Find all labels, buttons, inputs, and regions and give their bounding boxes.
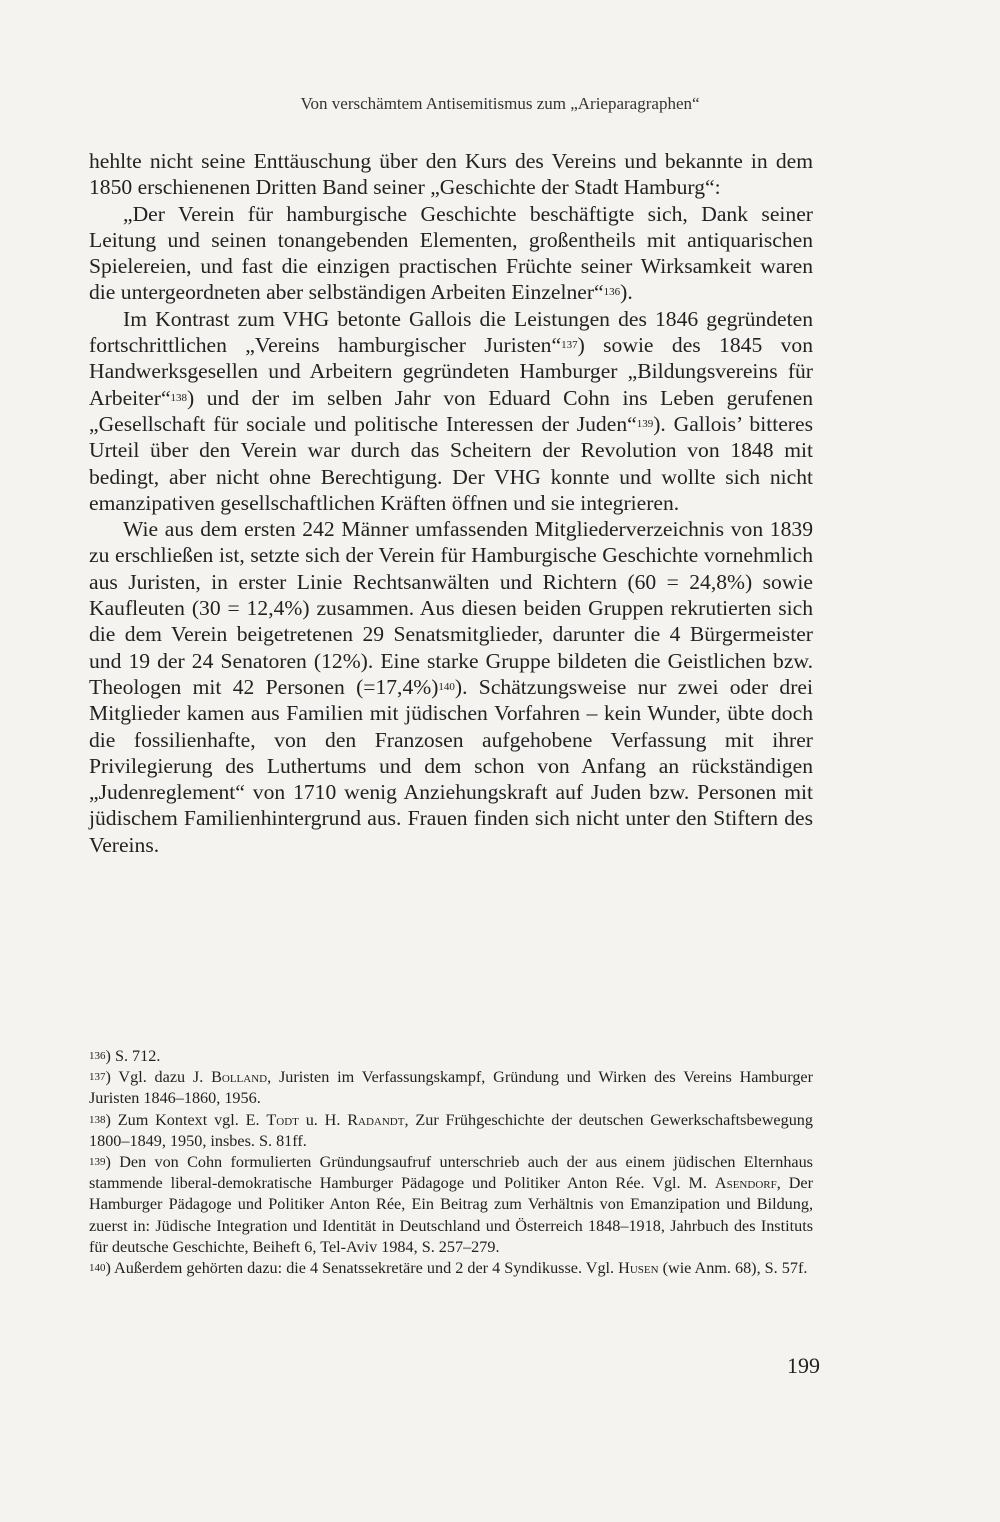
footnote-136: [89, 1046, 813, 1067]
footnote-138: [89, 1110, 813, 1152]
author-name: Bolland: [211, 1068, 268, 1087]
footnote-paren: ): [105, 1068, 111, 1087]
footnote-number: 138: [89, 1113, 106, 1126]
author-name: Radandt: [347, 1110, 405, 1129]
paragraph-4-text-2: ). Schätzungsweise nur zwei oder drei Mitglieder kamen aus Familien mit jüdischen Vorfahren – kein Wunder, übte doch die fossilienhafte, von den Franzosen aufgehobene Verfassung mit ihrer Privilegierung des Luthertums und dem schon von Anfang an rückständigen „Judenreglement“ von 1710 wenig Anziehungskraft auf Juden bzw. Personen mit jüdischem Familienhintergrund aus. Frauen finden sich nicht unter den Stiftern des Vereins.: [89, 674, 813, 857]
footnote-paren: ): [105, 1153, 111, 1172]
footnote-number: 140: [89, 1262, 106, 1275]
footnote-ref-137[interactable]: 137: [561, 339, 578, 352]
paragraph-3: [89, 306, 813, 516]
footnote-ref-136[interactable]: 136: [603, 286, 621, 299]
paragraph-1: hehlte nicht seine Enttäuschung über den Kurs des Vereins und bekannte in dem 1850 erschienenen Dritten Band seiner „Geschichte der Stadt Hamburg“:: [89, 149, 813, 200]
quote-end: ).: [620, 280, 633, 305]
footnote-number: 139: [89, 1156, 106, 1169]
running-head: Von verschämtem Antisemitismus zum „Arieparagraphen“: [300, 94, 700, 113]
author-name: Todt: [266, 1110, 299, 1129]
paragraph-3-text-3: ) und der im selben Jahr von Eduard Cohn ins Leben gerufenen „Gesellschaft für sociale und politische Interessen der Juden“: [89, 385, 813, 436]
footnote-ref-139[interactable]: 139: [636, 417, 654, 430]
footnote-139: [89, 1152, 813, 1258]
footnote-text: Außerdem gehörten dazu: die 4 Senatssekretäre und 2 der 4 Syndikusse. Vgl.: [110, 1259, 619, 1278]
footnote-text: , Juristen im Verfassungskampf, Gründung und Wirken des Vereins Hamburger Juristen 1846–1860, 1956.: [89, 1068, 813, 1108]
author-name: Husen: [618, 1259, 659, 1278]
paragraph-4-text-1: Wie aus dem ersten 242 Männer umfassenden Mitgliederverzeichnis von 1839 zu erschließen ist, setzte sich der Verein für Hamburgische Geschichte vornehmlich aus Juristen, in erster Linie Rechtsanwälten und Richtern (60 = 24,8%) sowie Kaufleuten (30 = 12,4%) zusammen. Aus diesen beiden Gruppen rekrutierten sich die dem Verein beigetretenen 29 Senatsmitglieder, darunter die 4 Bürgermeister und 19 der 24 Senatoren (12%). Eine starke Gruppe bildeten die Geistlichen bzw. Theologen mit 42 Personen (=17,4%): [89, 517, 813, 699]
footnote-paren: ): [105, 1110, 111, 1129]
main-text: [89, 148, 813, 858]
paragraph-3-text-4: ). Gallois’ bitteres Urteil über den Verein war durch das Scheitern der Revolution von 1848 mit bedingt, aber nicht ohne Berechtigung. Der VHG konnte und wollte sich nicht emanzipativen gesellschaftlichen Kräften öffnen und sie integrieren.: [89, 411, 813, 515]
quote-text: „Der Verein für hamburgische Geschichte beschäftigte sich, Dank seiner Leitung und seinen tonangebenden Elementen, großentheils mit antiquarischen Spielereien, und fast die einzigen practischen Früchte seiner Wirksamkeit waren die untergeordneten aber selbständigen Arbeiten Einzelner“: [89, 201, 813, 305]
footnote-text: S. 712.: [110, 1047, 161, 1065]
page-number: 199: [787, 1353, 820, 1378]
footnote-paren: ): [105, 1259, 111, 1278]
paragraph-3-text-1: Im Kontrast zum VHG betonte Gallois die Leistungen des 1846 gegründeten fortschrittlichen „Vereins hamburgischer Juristen“: [89, 306, 813, 358]
paragraph-3-text-2: ) sowie des 1845 von Handwerksgesellen und Arbeitern gegründeten Hamburger „Bildungsvereins für Arbeiter“: [89, 333, 814, 410]
block-quote: [89, 201, 813, 306]
footnote-ref-138[interactable]: 138: [170, 391, 188, 404]
footnote-paren: ): [105, 1047, 111, 1065]
footnote-text: , Zur Frühgeschichte der deutschen Gewerkschaftsbewegung 1800–1849, 1950, insbes. S. 81ff.: [89, 1110, 813, 1150]
footnote-text: , Der Hamburger Pädagoge und Politiker Anton Rée, Ein Beitrag zum Verhältnis von Emanzipation und Bildung, zuerst in: Jüdische Integration und Identität in Deutschland und Österreich 1848–1918, Jahrbuch des Instituts für deutsche Geschichte, Beiheft 6, Tel-Aviv 1984, S. 257–279.: [89, 1174, 813, 1256]
author-name: Asendorf: [714, 1174, 777, 1193]
footnote-text: u. H.: [298, 1110, 348, 1129]
footnote-ref-140[interactable]: 140: [438, 680, 455, 693]
footnote-number: 137: [89, 1071, 106, 1084]
footnote-text: (wie Anm. 68), S. 57f.: [658, 1259, 808, 1278]
footnote-140: [89, 1258, 813, 1279]
footnote-text: Den von Cohn formulierten Gründungsaufruf unterschrieb auch der aus einem jüdischen Elternhaus stammende liberal-demokratische Hamburger Pädagoge und Politiker Anton Rée. Vgl. M.: [89, 1153, 813, 1193]
footnote-number: 136: [89, 1050, 106, 1062]
paragraph-4: [89, 516, 813, 858]
footnote-137: [89, 1067, 813, 1109]
footnotes: [89, 1046, 813, 1279]
footnote-text: Vgl. dazu J.: [110, 1068, 212, 1087]
footnote-text: Zum Kontext vgl. E.: [110, 1110, 267, 1129]
